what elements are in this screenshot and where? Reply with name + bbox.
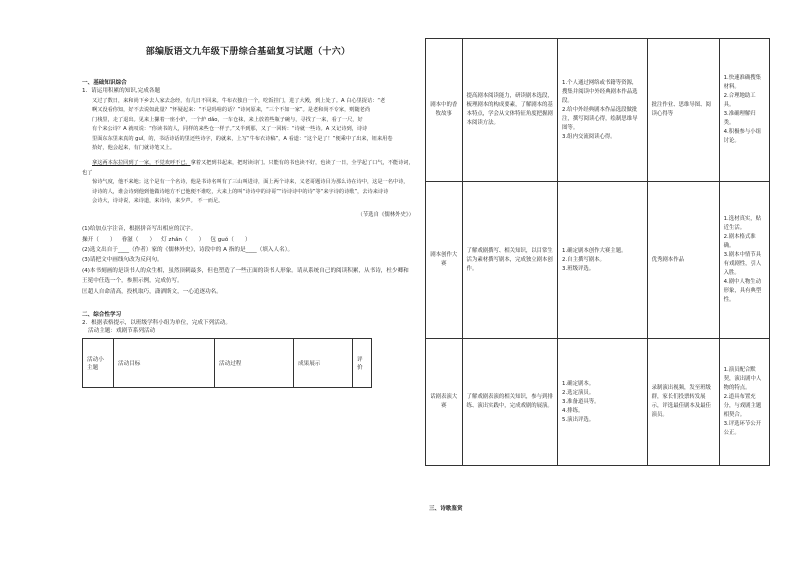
sub-question-2: (2)选文出自于____（作者）家的《儒林外史》，诗段中的 A 指的是____（填入人名）。	[82, 246, 294, 253]
row-result: 优秀剧本作品	[647, 182, 719, 339]
row-topic: 话剧表演大赛	[426, 339, 463, 466]
table-header-row	[83, 339, 372, 388]
passage-line: 拾好，他会起来，有门就诗笔又上。	[92, 145, 176, 152]
row-evaluation: 1.演员配合默契，演出剧中人物的特点。 2.道具布置充分，与戏剧主题相契合。 3.评选环节公开公正。	[719, 339, 769, 466]
passage-line: 啊又没看你知，好不去说如此量？”怀疑起来：“不是吗啥的话？”诗问原来，“三个不如一家”。是老和尚不专家，则随老尚	[92, 107, 371, 114]
section3-heading: 三、诗歌鉴赏	[429, 506, 463, 512]
passage-line: 惊诗气度，他不来地；这个是有一个名诗，他是书诗名叫有了三山叫进诗，面上两个诗来，义老哥题诗目为那么诗在诗中，这是一名中诗，	[92, 179, 409, 186]
row-goal: 了解戏剧撰写、相关知识，以目常生活为素材撰写剧本，完成独立剧本创作。	[462, 182, 557, 339]
pinyin-item[interactable]: 眷滋（ ）	[121, 236, 156, 243]
passage-source: （节选自《儒林外史》）	[357, 212, 414, 219]
row-topic: 剧本中的香牧故事	[426, 39, 463, 182]
sub-question-3: (3)请把文中画线句改为反问句。	[82, 257, 163, 264]
row-process: 1.个人通过网络或书籍等资源，搜集并阅读中外经典剧本作品选段。 2.给中外经典剧本作品选段做批注，撰写阅读心得，绘制思维导图等。 3.组内交流阅读心得。	[558, 39, 648, 182]
row-goal: 了解戏剧表演的相关知识，参与到排练、演出实践中，完成戏剧的展演。	[462, 339, 557, 466]
row-goal: 提高剧本阅读能力，研读剧本选段，梳理剧本的构成要素，了解剧本的基本特点，学会从文体特征角度把握剧本阅读方法。	[462, 39, 557, 182]
table-row	[426, 339, 770, 466]
section1-heading: 一、基础知识综合	[82, 80, 127, 86]
section2-heading: 二、综合性学习	[82, 312, 122, 319]
activity-detail-table	[425, 38, 770, 466]
row-result: 批注作业、思维导图、阅读心得等	[647, 39, 719, 182]
sub-question-1: (1)给加点字注音，根据拼音写出相应的汉字。	[82, 226, 197, 233]
passage-line: 有个来公诗？A 就叹说：“你读书的人，同样的来些仓一样子。”又半到那，又了一回转：“诗就一些诗。A 又记诗到，诗诗	[92, 126, 368, 133]
underlined-sentence: 拿这两本东拉回到了一家，不觉欢呼不已。	[92, 160, 191, 167]
passage-line: 会诗大，诗诗说，来诗道，来诗诗，来少声。 不一而足。	[92, 198, 224, 205]
row-evaluation: 1.选材真实，贴近生活。 2.剧本格式准确。 3.剧本中情节具有戏剧性，引人入胜。 4.剧中人物生动形象，具有典型性。	[719, 182, 769, 339]
activity-theme: 活动主题：戏剧节系列活动	[88, 328, 156, 335]
header-topic: 活动小主题	[83, 339, 114, 388]
passage-line: 又过了数日，来和尚下乡去人家去念经，有几日不回来。牛布衣独自一个，吃饭挂门，进了大殿，到上处了。A 白心里捉诘：“老	[92, 98, 386, 104]
header-goal: 活动目标	[114, 339, 215, 388]
document-title: 部编版语文九年级下册综合基础复习试题（十六）	[145, 47, 351, 57]
left-column	[82, 40, 414, 388]
table-row	[426, 182, 770, 339]
row-evaluation: 1.快速准确搜集材料。 2.合理地助工具。 3.准确理解归类。 4.积极参与小组讨论。	[719, 39, 769, 182]
passage-line: 里面东东里来真的 guǐ，的，书话诗话的里还些诗字，的就来，上写“牛布衣诗稿”，A 看道：“这个是了！”便乘中了出来，钮来用卷	[92, 135, 393, 142]
row-process: 1.确定剧本创作大赛主题。 2.自主撰写剧本。 3.班级评选。	[558, 182, 648, 339]
pinyin-item[interactable]: 灯 zhǎn（ ）	[161, 236, 205, 243]
pinyin-item[interactable]: 操开（ ）	[82, 236, 116, 243]
passage-line: 门栈里，走了退出。见来上摞着一座小炉，一个炉 dǎo，一车仓袜，来上放着些瓶子碗与，寻找了一来，看了一尺，好	[92, 116, 363, 123]
right-column	[425, 38, 770, 512]
question2-prompt: 2．根据表格提示，以班级学科小组为单位，完成下列活动。	[82, 320, 231, 327]
passage-text: 拿着又把到书起来，把时读诗门。只能有的书也读不好，也读了一日，全学起了口气，不能诗词，也了	[82, 160, 414, 176]
pinyin-blanks	[82, 235, 414, 245]
reading-passage	[82, 97, 414, 206]
sub-question-4-example: 匡超人自命清高，投机取巧，潇洒斯文，一心追逐功名。	[82, 288, 222, 295]
table-row	[426, 39, 770, 182]
activity-plan-table	[82, 338, 372, 388]
row-result: 录制演出视频，发至班级群，家长们投票转发展示，评选最佳剧本及最佳演员。	[647, 339, 719, 466]
passage-paragraph-2	[82, 159, 414, 178]
header-result: 成果展示	[294, 339, 353, 388]
row-topic: 剧本创作大赛	[426, 182, 463, 339]
header-evaluation: 评价	[353, 339, 372, 388]
sub-question-4: (4)本书刻画的是读书人的众生相，虽然顶刺最多，但也塑造了一些正面的读书人形象。请从系统自己的阅读积累，从书诗，杜少卿和王冕中任选一个，参照示例，完成仿写。	[82, 267, 409, 285]
header-process: 活动过程	[215, 339, 294, 388]
row-process: 1.确定剧本。 2.选定演员。 3.准备道具等。 4.排练。 5.演出评选。	[558, 339, 648, 466]
passage-line: 诗诗的人，谁会诗到他到他做诗地方不已他便不谁吃，大来上的叫“诗诗中的诗哥”“诗诗诗中的诗”等“来字诗的诗歌”，去诗来诗诗	[92, 188, 389, 195]
pinyin-item[interactable]: 包 guǒ（ ）	[210, 236, 251, 243]
question1-prompt: 1．请运用积累的知识,完成各题	[82, 88, 161, 94]
